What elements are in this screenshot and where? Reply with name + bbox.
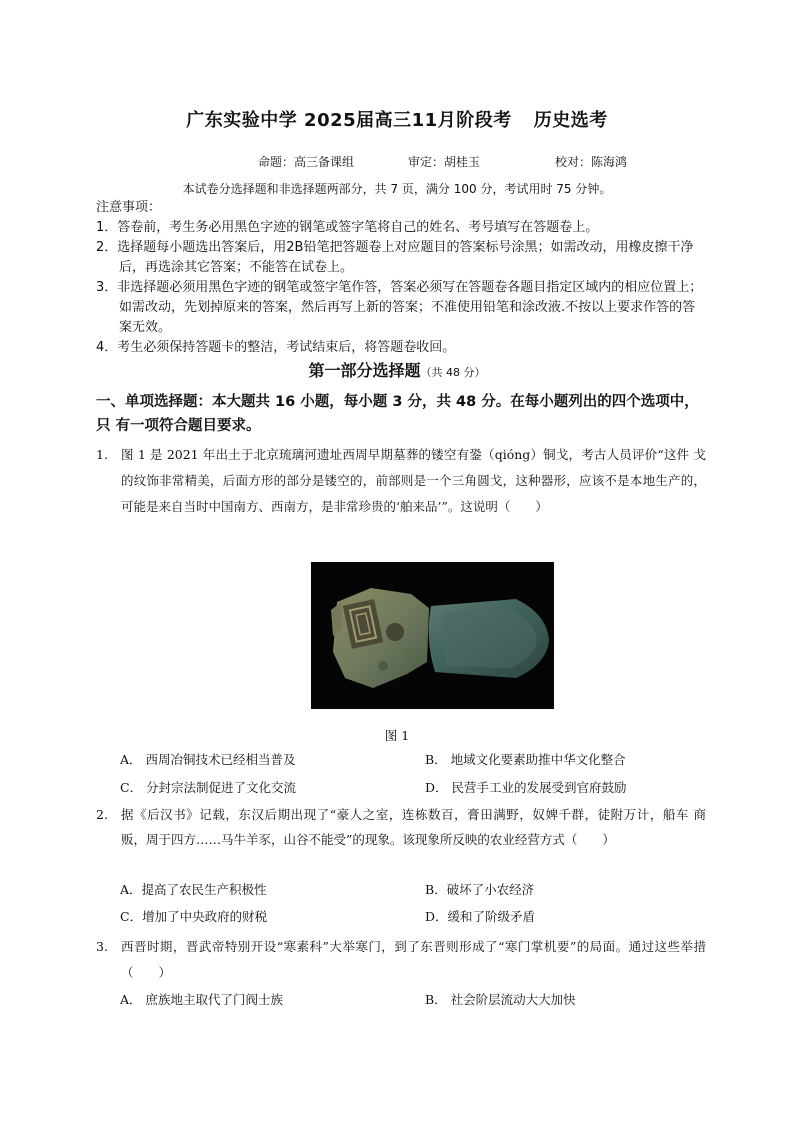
option-b[interactable]: B． 地域文化要素助推中华文化整合 [425,752,626,767]
question-stem: 西晋时期，晋武帝特别开设“寒素科”大举寒门，到了东晋则形成了“寒门掌机要”的局面。通过这些举措（ ） [121,939,706,980]
question-number: 1. [96,447,108,462]
section-one-instructions: 一、单项选择题：本大题共 16 小题，每小题 3 分，共 48 分。在每小题列出的四个选项中，只 有一项符合题目要求。 [96,394,699,434]
option-b[interactable]: B． 社会阶层流动大大加快 [425,992,576,1007]
notes-heading: 注意事项： [96,200,162,215]
exam-intro: 本试卷分选择题和非选择题两部分，共 7 页，满分 100 分，考试用时 75 分钟。 [182,182,612,196]
setter-label: 命题：高三备课组 [258,155,355,169]
question-1 [96,442,706,520]
note-item: 4．考生必须保持答题卡的整洁，考试结束后，将答题卷收回。 [96,340,456,355]
note-item: 3．非选择题必须用黑色字迹的钢笔或签字笔作答，答案必须写在答题卷各题目指定区域内的相应位置上；如需改动，先划掉原来的答案，然后再写上新的答案；不准使用铅笔和涂改液.不按以上要求作答的答案无效。 [96,280,703,335]
bronze-ge-photo [311,562,554,709]
option-a[interactable]: A． 庶族地主取代了门阀士族 [120,992,284,1007]
part-one-score-note: （共 48 分） [420,366,486,379]
option-d[interactable]: D． 民营手工业的发展受到官府鼓励 [425,780,627,795]
option-c[interactable]: C． 分封宗法制促进了文化交流 [120,780,297,795]
option-c[interactable]: C．增加了中央政府的财税 [120,909,268,924]
bronze-ge-illustration [311,562,554,709]
part-one-title-text: 第一部分选择题 [308,361,421,380]
question-number: 2. [96,807,108,822]
option-a[interactable]: A． 西周冶铜技术已经相当普及 [120,752,296,767]
note-item: 1．答卷前，考生务必用黑色字迹的钢笔或签字笔将自己的姓名、考号填写在答题卷上。 [96,220,599,235]
question-stem: 据《后汉书》记载，东汉后期出现了“豪人之室，连栋数百，膏田满野，奴婢千群，徒附万计，船车 商贩，周于四方……马牛羊豕，山谷不能受”的现象。该现象所反映的农业经营方式（ ） [121,807,706,847]
question-2 [96,802,706,852]
option-d[interactable]: D．缓和了阶级矛盾 [425,909,536,924]
figure-caption: 图 1 [384,728,410,743]
notes-block [96,198,706,358]
question-stem: 图 1 是 2021 年出土于北京琉璃河遗址西周早期墓葬的镂空有銎（qióng）铜戈，考古人员评价“这件 戈的纹饰非常精美，后面方形的部分是镂空的，前部则是一个三角圆戈，这种器形，应该不是本地生产的，可能是来自当时中国南方、西南方，是非常珍贵的‘舶来品’”。这说明（ ） [121,447,706,514]
option-b[interactable]: B．破坏了小农经济 [425,882,535,897]
reviewer-label: 审定：胡桂玉 [408,155,481,169]
exam-title-main: 广东实验中学 2025届高三11月阶段考 [186,110,512,131]
exam-title-subject: 历史选考 [533,110,608,131]
proofreader-label: 校对：陈海鸿 [555,155,628,169]
question-number: 3. [96,939,108,954]
option-a[interactable]: A．提高了农民生产积极性 [120,882,267,897]
question-3 [96,934,706,986]
exam-title [0,106,794,132]
note-item: 2．选择题每小题选出答案后，用2B铅笔把答题卷上对应题目的答案标号涂黑；如需改动，用橡皮擦干净后，再选涂其它答案；不能答在试卷上。 [96,240,694,275]
part-one-title [0,358,794,381]
